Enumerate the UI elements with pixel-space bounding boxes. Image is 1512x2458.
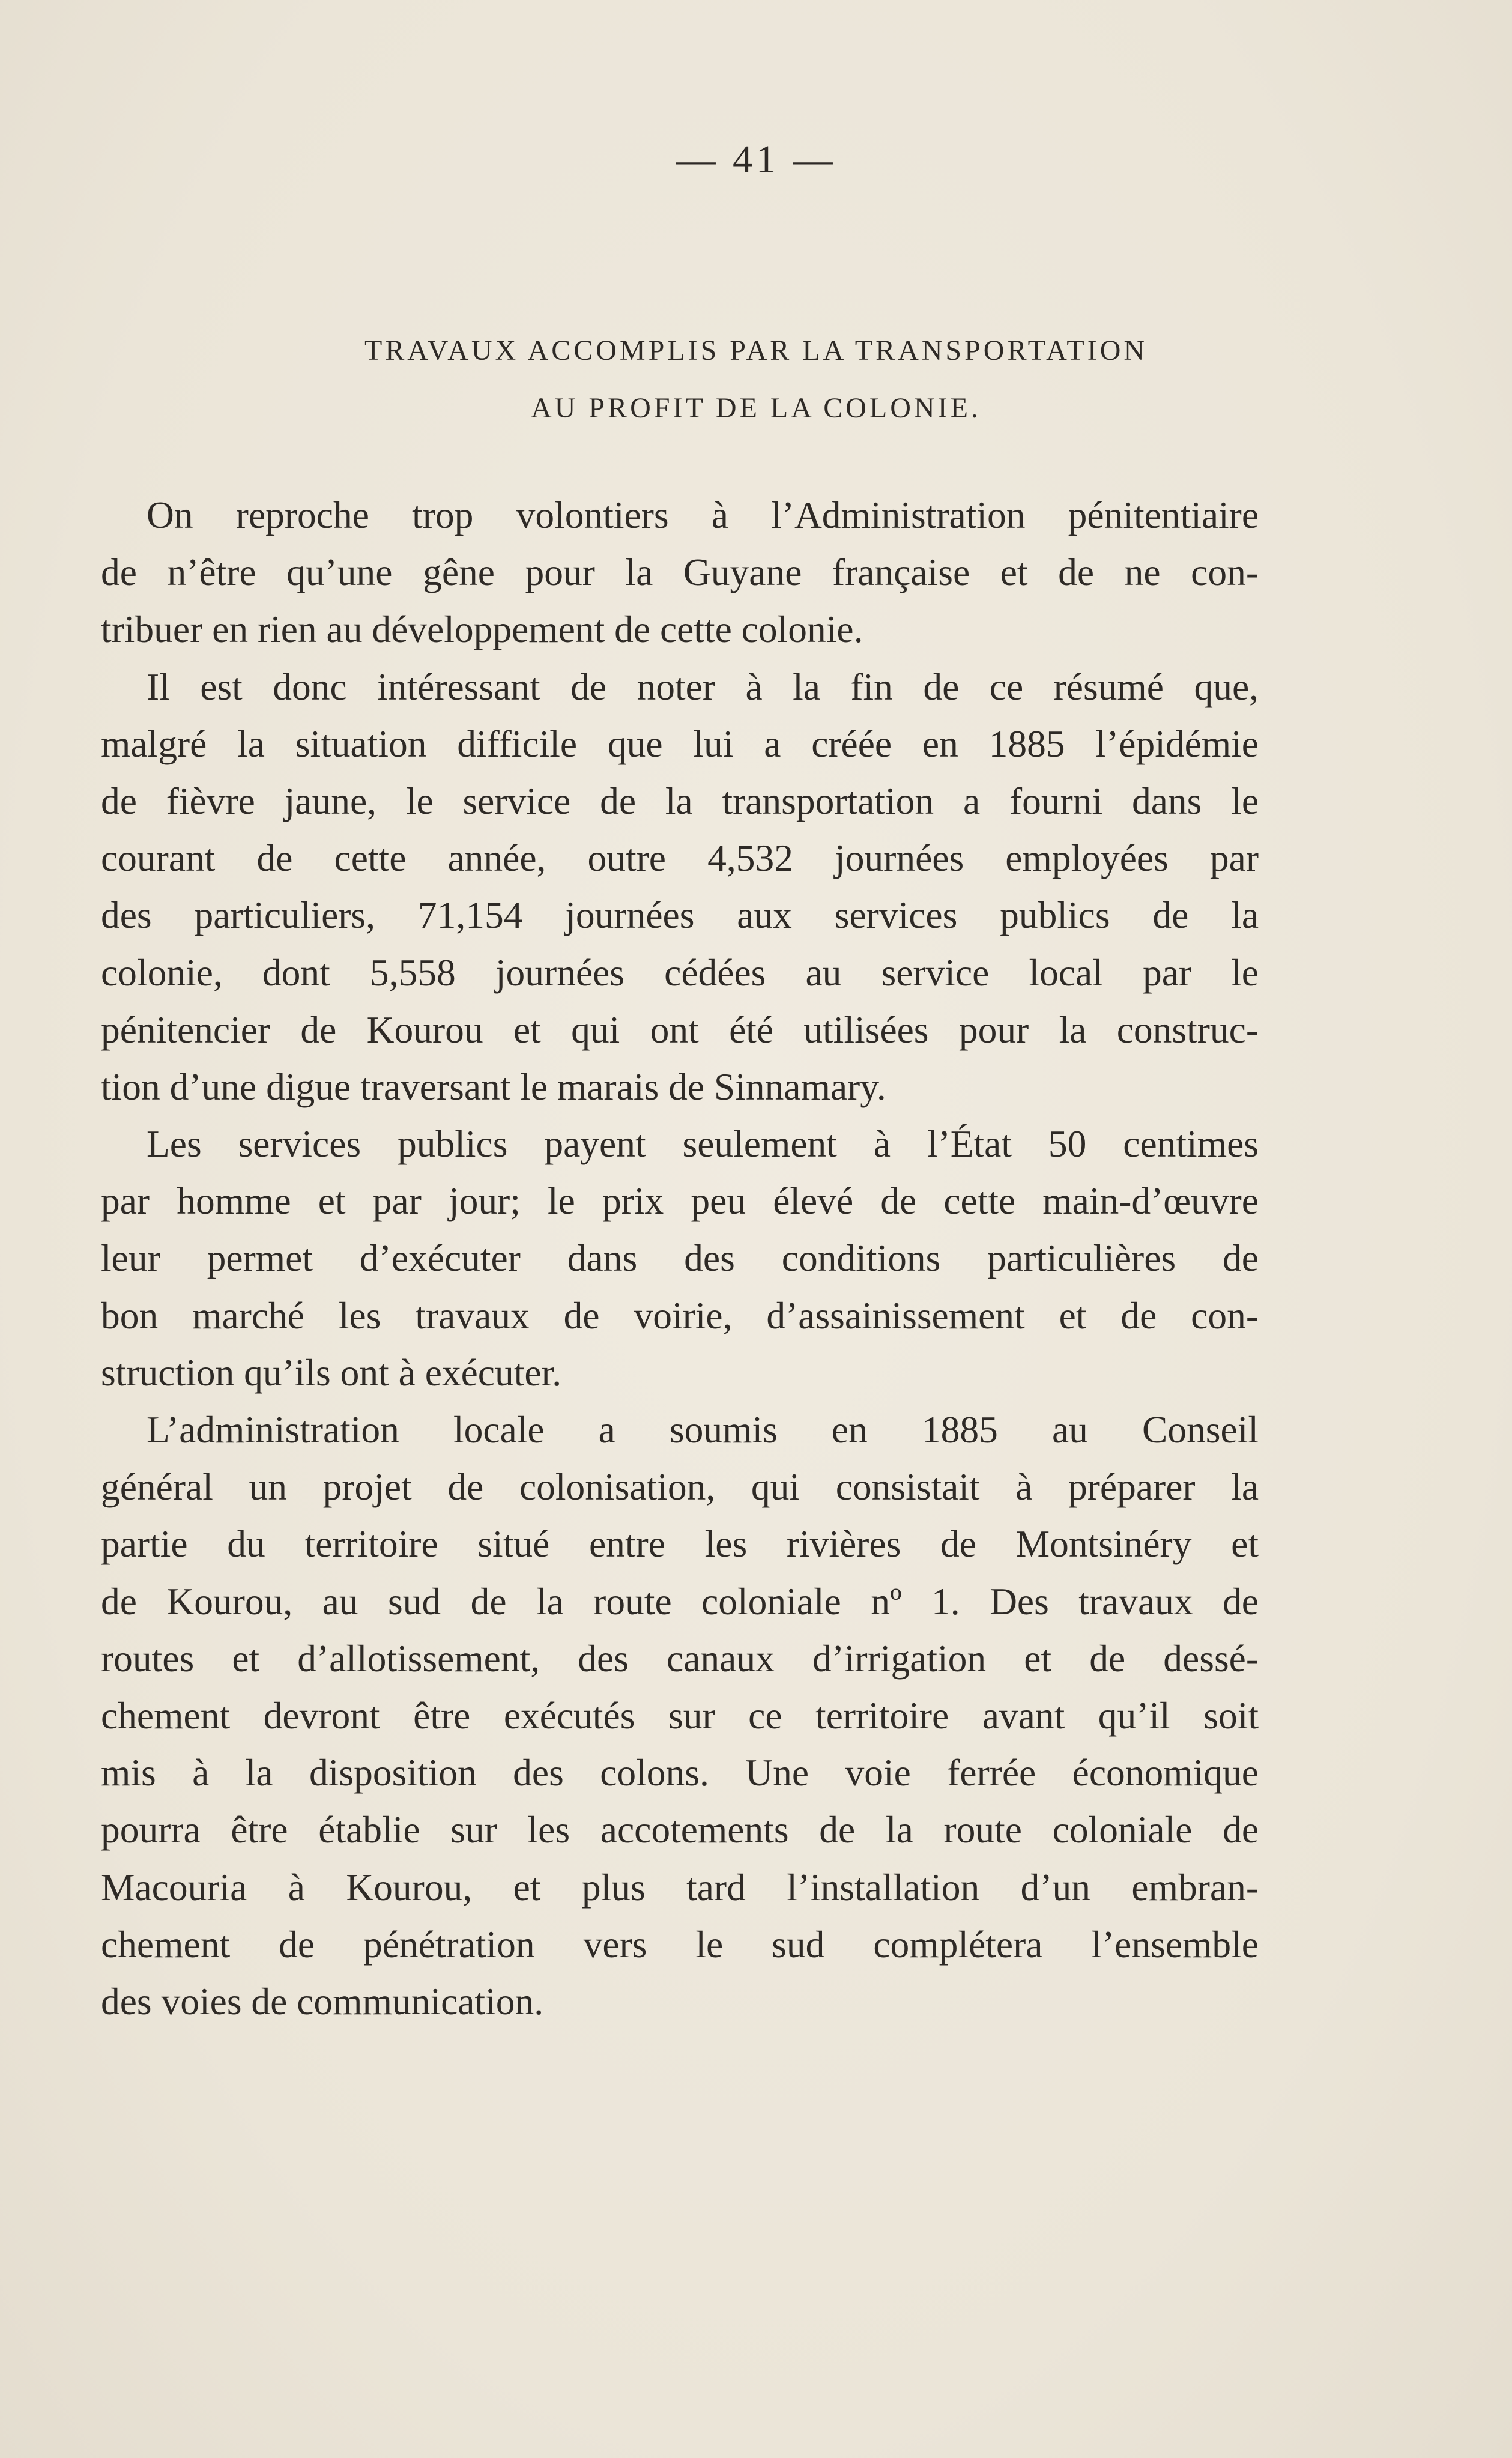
text-line: de n’être qu’une gêne pour la Guyane française et de ne con- <box>101 551 1259 594</box>
text-line: malgré la situation difficile que lui a créée en 1885 l’épidémie <box>101 722 1259 765</box>
text-line: Les services publics payent seulement à l’État 50 centimes <box>147 1122 1259 1166</box>
text-line: de Kourou, au sud de la route coloniale nº 1. Des travaux de <box>101 1579 1259 1623</box>
text-line: Il est donc intéressant de noter à la fin de ce résumé que, <box>147 665 1259 708</box>
text-line: tribuer en rien au développement de cette colonie. <box>101 608 863 651</box>
text-line: par homme et par jour; le prix peu élevé de cette main-d’œuvre <box>101 1179 1259 1223</box>
text-line: struction qu’ils ont à exécuter. <box>101 1351 562 1394</box>
text-line: pénitencier de Kourou et qui ont été utilisées pour la construc- <box>101 1008 1259 1051</box>
text-line: partie du territoire situé entre les rivières de Montsinéry et <box>101 1522 1259 1566</box>
text-line: tion d’une digue traversant le marais de Sinnamary. <box>101 1065 886 1108</box>
text-line: de fièvre jaune, le service de la transportation a fourni dans le <box>101 779 1259 822</box>
text-line: des particuliers, 71,154 journées aux services publics de la <box>101 894 1259 937</box>
text-line: L’administration locale a soumis en 1885 au Conseil <box>147 1408 1259 1451</box>
body-text <box>101 486 1259 2030</box>
text-line: des voies de communication. <box>101 1979 544 2023</box>
text-line: général un projet de colonisation, qui consistait à préparer la <box>101 1465 1259 1509</box>
section-heading-line-2: AU PROFIT DE LA COLONIE. <box>531 392 981 424</box>
text-line: chement de pénétration vers le sud complétera l’ensemble <box>101 1922 1259 1966</box>
page-number: — 41 — <box>676 138 836 181</box>
text-line: colonie, dont 5,558 journées cédées au service local par le <box>101 951 1259 994</box>
section-heading-line-1: TRAVAUX ACCOMPLIS PAR LA TRANSPORTATION <box>364 334 1148 366</box>
text-line: mis à la disposition des colons. Une voie ferrée économique <box>101 1751 1259 1794</box>
text-line: chement devront être exécutés sur ce territoire avant qu’il soit <box>101 1694 1259 1737</box>
text-line: pourra être établie sur les accotements de la route coloniale de <box>101 1808 1259 1851</box>
text-line: routes et d’allotissement, des canaux d’irrigation et de dessé- <box>101 1636 1259 1680</box>
text-line: bon marché les travaux de voirie, d’assainissement et de con- <box>101 1294 1259 1337</box>
text-line: leur permet d’exécuter dans des conditions particulières de <box>101 1237 1259 1280</box>
text-line: courant de cette année, outre 4,532 journées employées par <box>101 837 1259 880</box>
text-line: Macouria à Kourou, et plus tard l’installation d’un embran- <box>101 1865 1259 1909</box>
text-line: On reproche trop volontiers à l’Administration pénitentiaire <box>147 494 1259 536</box>
